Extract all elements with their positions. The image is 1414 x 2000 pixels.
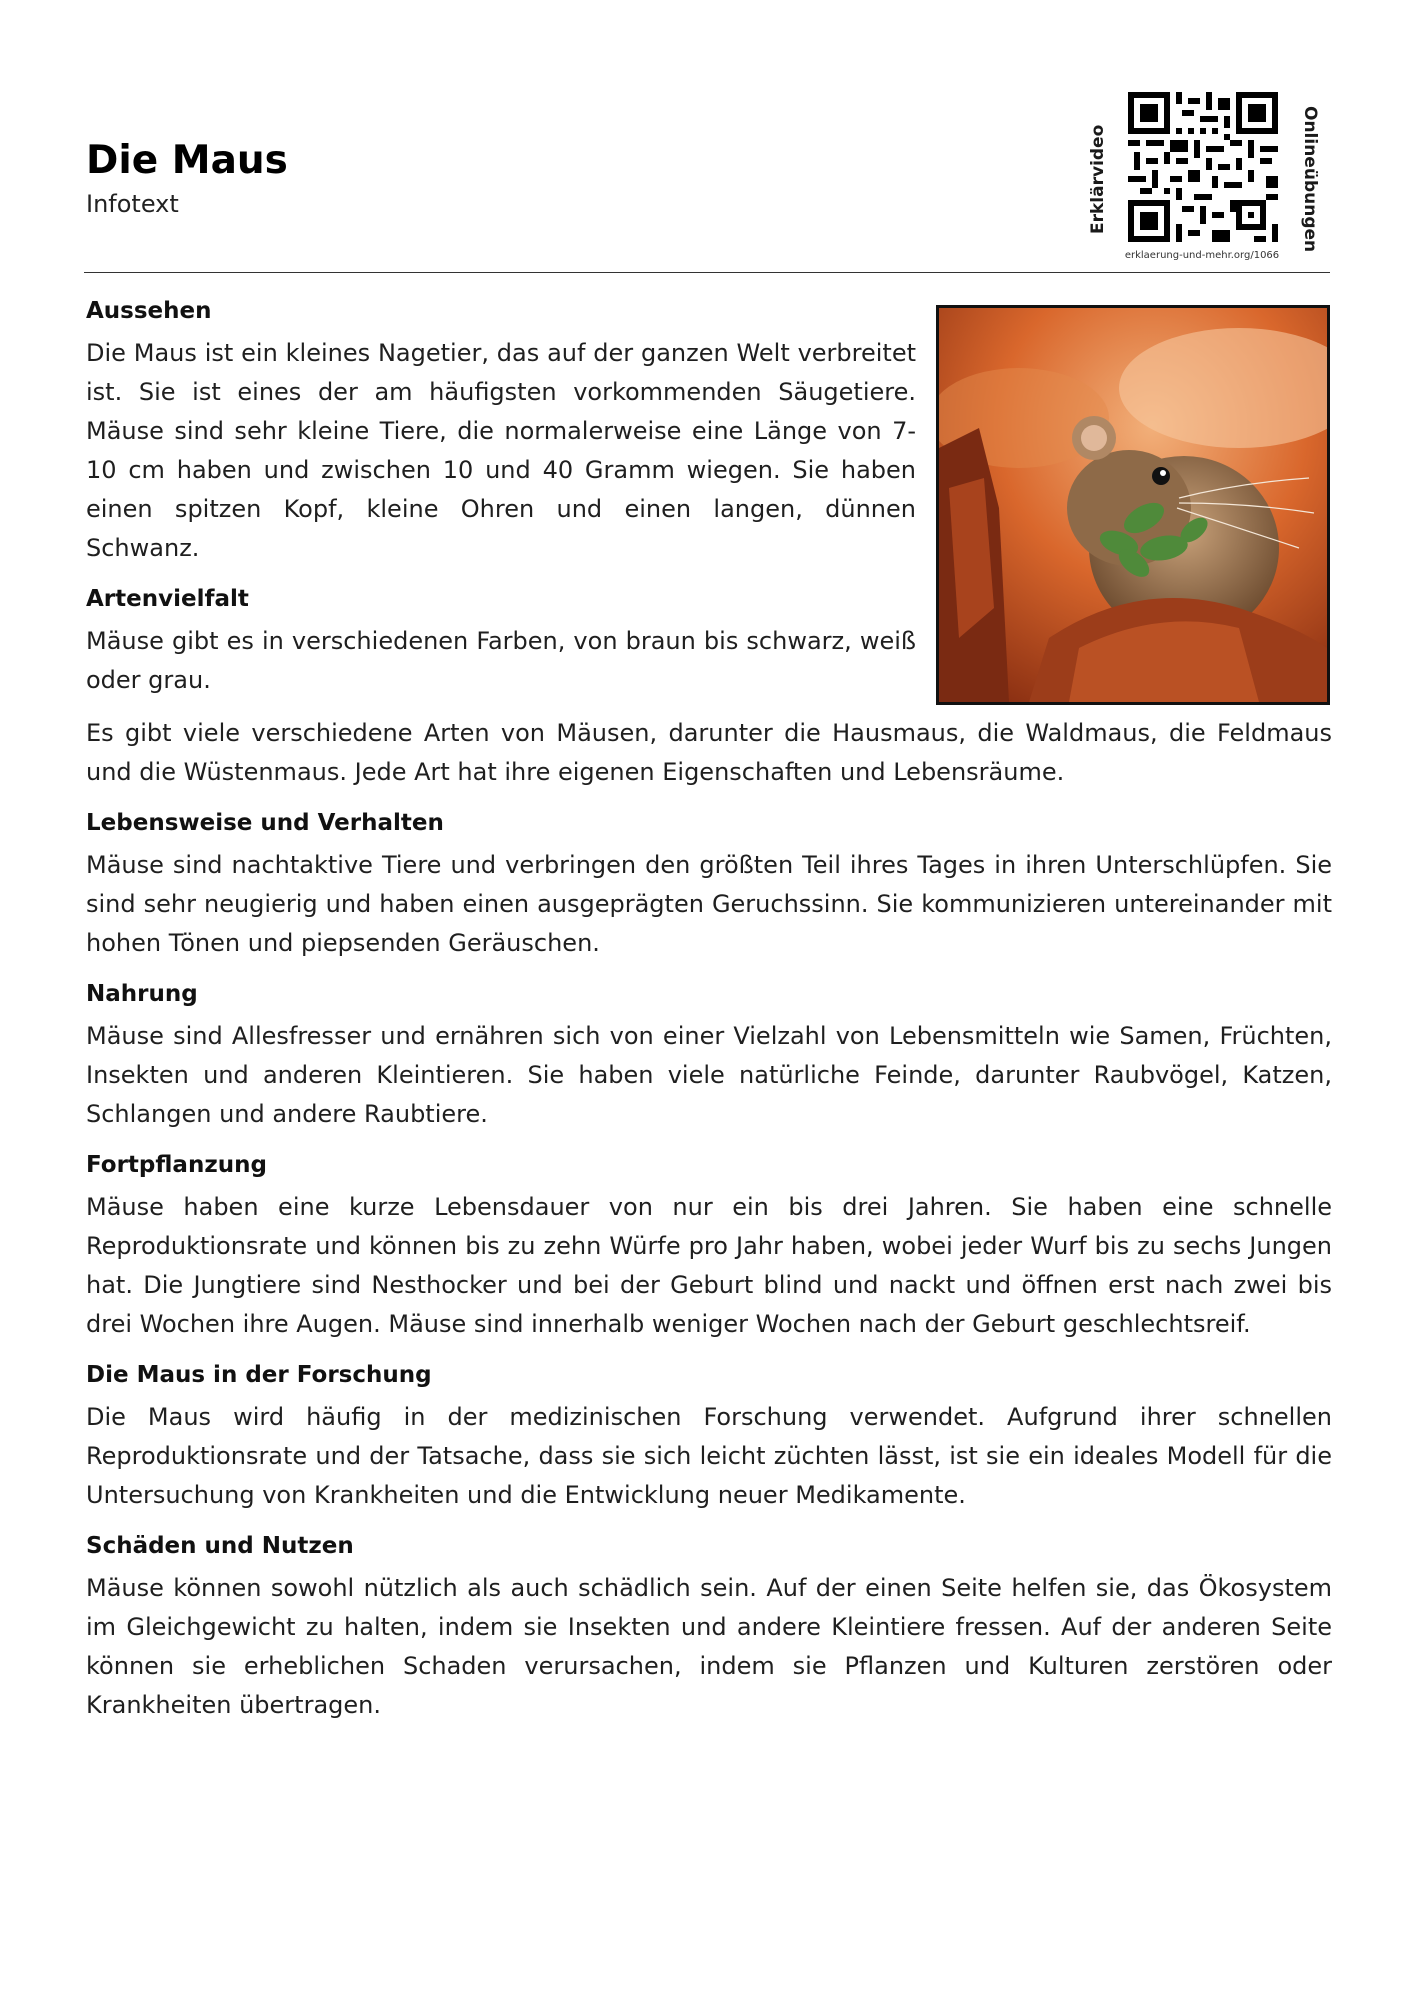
article-body bbox=[86, 294, 1332, 1739]
qr-url[interactable]: erklaerung-und-mehr.org/1066 bbox=[1124, 250, 1280, 261]
section-text: Es gibt viele verschiedene Arten von Mäusen, darunter die Hausmaus, die Waldmaus, die Feldmaus und die Wüstenmaus. Jede Art hat ihre eigenen Eigenschaften und Lebensräume. bbox=[86, 719, 1332, 786]
page-subtitle: Infotext bbox=[86, 190, 179, 218]
section-heading: Lebensweise und Verhalten bbox=[86, 810, 444, 836]
exercises-label: Onlineübungen bbox=[1300, 105, 1320, 253]
section-heading: Die Maus in der Forschung bbox=[86, 1362, 432, 1388]
section-text: Die Maus wird häufig in der medizinischen Forschung verwendet. Aufgrund ihrer schnellen Reproduktionsrate und der Tatsache, dass sie sich leicht züchten lässt, ist sie ein ideales Modell für die Untersuchung von Krankheiten und die Entwicklung neuer Medikamente. bbox=[86, 1403, 1332, 1509]
section-text: Mäuse sind nachtaktive Tiere und verbringen den größten Teil ihres Tages in ihren Unterschlüpfen. Sie sind sehr neugierig und haben einen ausgeprägten Geruchssinn. Sie kommunizieren untereinander mit hohen Tönen und piepsenden Geräuschen. bbox=[86, 851, 1332, 957]
section-text: Mäuse gibt es in verschiedenen Farben, von braun bis schwarz, weiß oder grau. bbox=[86, 627, 916, 694]
section-heading: Aussehen bbox=[86, 298, 212, 324]
section-text: Mäuse haben eine kurze Lebensdauer von nur ein bis drei Jahren. Sie haben eine schnelle Reproduktionsrate und können bis zu zehn Würfe pro Jahr haben, wobei jeder Wurf bis zu sechs Jungen hat. Die Jungtiere sind Nesthocker und bei der Geburt blind und nackt und öffnen erst nach zwei bis drei Wochen ihre Augen. Mäuse sind innerhalb weniger Wochen nach der Geburt geschlechtsreif. bbox=[86, 1193, 1332, 1338]
header-divider bbox=[84, 272, 1330, 273]
section-heading: Fortpflanzung bbox=[86, 1152, 267, 1178]
section-heading: Artenvielfalt bbox=[86, 586, 249, 612]
qr-code-icon[interactable] bbox=[1128, 92, 1278, 242]
video-label: Erklärvideo bbox=[1088, 124, 1108, 234]
section-heading: Schäden und Nutzen bbox=[86, 1533, 354, 1559]
section-text: Mäuse sind Allesfresser und ernähren sich von einer Vielzahl von Lebensmitteln wie Samen, Früchten, Insekten und anderen Kleintieren. Sie haben viele natürliche Feinde, darunter Raubvögel, Katzen, Schlangen und andere Raubtiere. bbox=[86, 1022, 1332, 1128]
section-heading: Nahrung bbox=[86, 981, 198, 1007]
section-text: Mäuse können sowohl nützlich als auch schädlich sein. Auf der einen Seite helfen sie, das Ökosystem im Gleichgewicht zu halten, indem sie Insekten und andere Kleintiere fressen. Auf der anderen Seite können sie erheblichen Schaden verursachen, indem sie Pflanzen und Kulturen zerstören oder Krankheiten übertragen. bbox=[86, 1574, 1332, 1719]
page-title: Die Maus bbox=[86, 138, 288, 183]
section-text: Die Maus ist ein kleines Nagetier, das auf der ganzen Welt verbreitet ist. Sie ist eines der am häufigsten vorkommenden Säugetiere. Mäuse sind sehr kleine Tiere, die normalerweise eine Länge von 7-10 cm haben und zwischen 10 und 40 Gramm wiegen. Sie haben einen spitzen Kopf, kleine Ohren und einen langen, dünnen Schwanz. bbox=[86, 339, 916, 562]
